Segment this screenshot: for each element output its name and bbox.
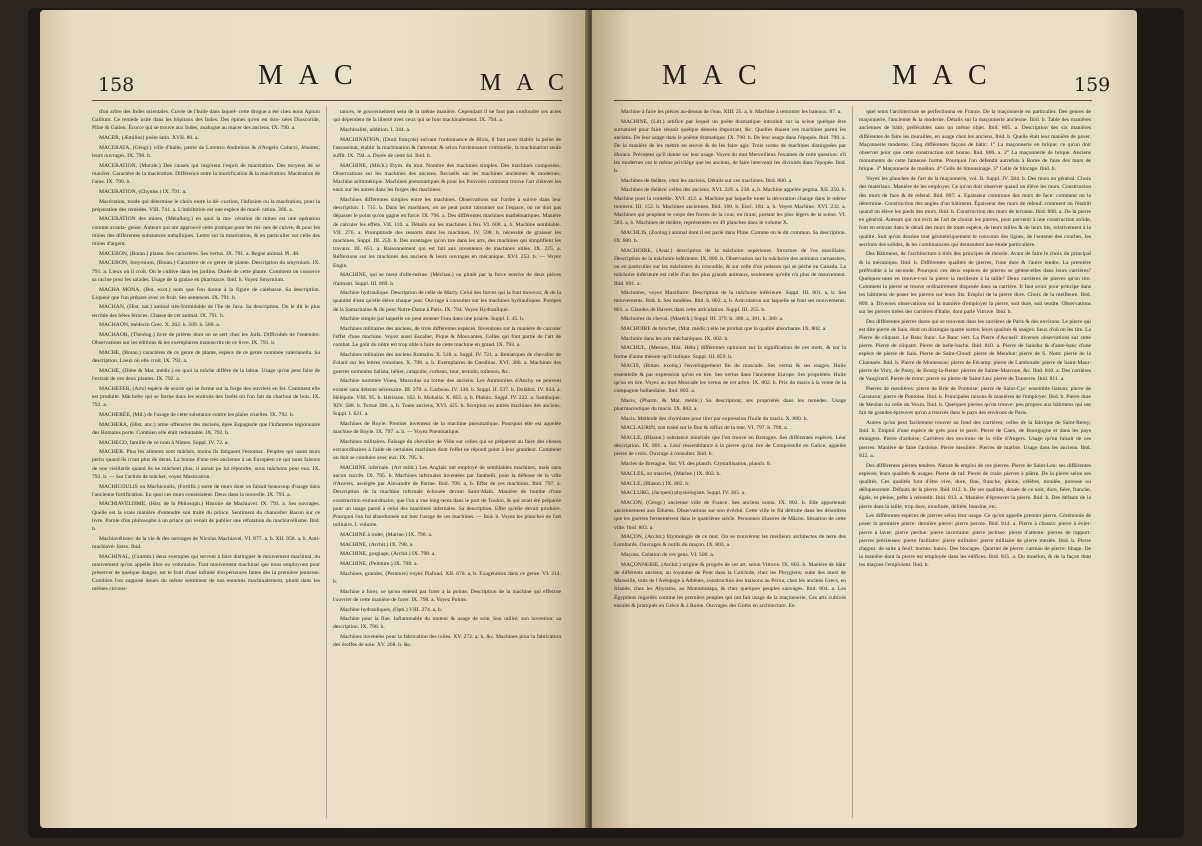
entry-paragraph: MAÇON, (Archit.) Etymologie de ce mot. On se trouvèrent les meilleurs architectes de terre des Lombards. Ouvrages & outils du maçon. IX. 803. a. — [614, 534, 846, 549]
running-header-right-col1: M A C — [662, 60, 762, 91]
entry-paragraph: MACHERÉE, (Mil.) de l'usage de cette substance contre les plaies cruelles. IX. 792. b. — [99, 411, 295, 418]
entry-paragraph: MACHE, (Diète & Mat. médic.) en quoi la mâche diffère de la laitue. Usage qu'on peut faire de l'extrait de ces deux plantes. IX. 792. a. — [92, 367, 320, 383]
entry-paragraph: Machines militaires. Faisage du chevalier de Ville sur celles qui se préparent au faire des choses extraordinaires à l'aide de certaines machines dont l'effet ne répond point à leur grandeur. Comment on doit se conduire avec eux. IX. 795. b. — [333, 438, 561, 462]
entry-paragraph: Autres qu'on peut facilement trouver au fond des carrières; celles de la fabrique de Saint-Remy; Ibid. b. Emploi d'une espèce de grès pour le pavé. Pierre de Caen, de Bourgogne et dans les pays étrangers. Pierre d'ardoise; Carrières des environs de la ville d'Angers. Usage qu'on faisait de ces pierres. Manière de faire l'ardoise. Pierre meulière. Pierres de marbre. Usage dans les anciens. Ibid. 812. a. — [859, 420, 1091, 459]
entry-paragraph: Machines de théâtre, chez les anciens. Détails sur ces machines. Ibid. 800. a. — [621, 177, 793, 184]
entry-paragraph: MACHER. Plus les alimens sont mâchés, moins ils fatiguent l'estomac. Peuples qui usent leurs petits quand ils n'ont plus de dents. La bonne d'une très-ancienne à un Européen ce qui nous faisons de nos vieillards quand ils ne mâchent plus; il aurait pu lui répondre, nous mâchons pour eux. IX. 792. b. — Sur l'action de mâcher, voyez Mastication. — [92, 449, 320, 480]
entry-paragraph: MACHINE, (Litt.) artifice par lequel un poëte dramatique introduit sur la scène quelque être surnaturel pour faire réussir quelque dessein important, &c. Quelles étaient ces machines parmi les anciens. De leur usage dans le poëme dramatique. IX. 798. b. De leur usage dans l'épopée. Ibid. 799. a. De la manière de les mettre en œuvre & de les faire agir. Trois sortes de machines distinguées par Horace. Préceptes qu'il donne sur leur usage. Voyez du mot Merveilleux l'examen de cette question: s'il les modernes ont le même privilège que les anciens, de faire intervenir les divinités dans l'épopée. Ibid. b. — [614, 118, 846, 174]
entry-paragraph: Voyez les planches de l'art de la maçonnerie, vol. II. Suppl. IV. 584. b. Des murs en général. Choix des matériaux. Manière de les employer. Ce qu'on doit observer quand on élève les murs. Construction des murs de face & de refend. Ibid. 807. a. Epaisseur commune des murs de face: comment on la détermine. Construction des angles d'un bâtiment. Épaisseur des murs de refend: comment on l'établit quand on élève les pieds des murs. Ibid. b. Construction des murs de terrasse. Ibid. 808. a. De la pierre en général. Auteurs qui ont écrit de l'art de choisir les pierres, pour parvenir à une construction solide, font en entrant dans le détail des murs de toute espèce, de leurs tailles & de leurs lits, relativement à la qualité. Soit qu'on dessine tout géométriquement le concours des lignes, de l'entente des courbes, les sections des solides, & les combinaisons qui demandent une étude particulière. — [859, 176, 1091, 248]
entry-paragraph: Machine à faire les pièces au-dessus de l'eau. XIII. 25. a, b. Machine à remonter les bateaux. 87. a. — [621, 109, 842, 115]
entry-paragraph: MACHAON, médecin Grec. X. 262. b. 589. b. 588. a. — [99, 322, 221, 329]
entry-paragraph: Macles de Bretagne. Vol. VI. des planch. Crystallisation, planch. 8. — [621, 461, 772, 468]
right-page — [592, 10, 1137, 828]
entry-paragraph: MACHAN, (Hist. nat.) animal très-formidable de l'île de Java. Sa description. On le dit le plus terrible des bêtes féroces. Chasse de cet animal. IX. 791. b. — [92, 304, 320, 319]
entry-paragraph: Machines militaires des anciens Romains. X. 518. a. Suppl. IV. 721. a. Remarques de chevalier de Folard sur les lettres romaines. X. 798. a. b. Exemplaires de Ctesibius. XVI. 386. a. Machines des guerres nommées balista, bélier, catapulte, corbeau, tour, testudo, tollenon, &c. — [333, 352, 561, 375]
left-column-2 — [333, 108, 561, 818]
left-column-1 — [92, 108, 320, 818]
entry-paragraph: Machines inventées pour la fabrication des toiles. XV. 272. a; b, &c. Machines pour la fabrication des étoffes de soie. XV. 268. b. &c. — [333, 634, 561, 649]
column-divider-left — [326, 106, 327, 818]
entry-paragraph: MACIS, (Botan. exotiq.) l'enveloppement fin du muscade. Ses vertus & ses usages. Huile essentielle & par expression qu'on en tire. Ses vertus dans l'ancienne Europe. Ses propriétés. Huile qu'on en tire. Voyez au mot Muscade les vertus de cet arbre. IX. 802. b. Prix du macis à la vente de la compagnie hollandaise. Ibid. 802. a. — [614, 363, 846, 394]
running-header-left: M A C — [258, 60, 358, 91]
page-number-left: 158 — [98, 74, 135, 96]
entry-paragraph: MACHAOR, (Théolog.) livre de prières dont on se sert chez les Juifs. Difficultés de l'entendre. Observations sur les éditions & les exemplaires manuscrits de ce livre. IX. 791. b. — [92, 332, 320, 347]
entry-paragraph: MACERON, Smyrnium, (Botan.) Caractère de ce genre de plante. Description du smyrnium. IX. 791. a. Lieux où il croît. On le cultive dans les jardins. Durée de cette plante. Comment on conserve sa racine pour les salades. Usage de la graine en pharmacie. Ibid. b. Voyez Smyrnium. — [92, 260, 320, 283]
entry-paragraph: Des différentes pierres dures qui se trouvent dans les carrières de Paris & des environs. Le pierre qui est dite pierre de liais, dont on distingue quatre sortes: leurs qualités & usages: lieux d'où on les tire. La Pierre de cliquart. Le Banc franc. Le Banc vert. La Pierre d'Arcueil: diverses observations sur cette pierre. Pierre de cliquart. Pierre de belle-hache. Ibid. 810. a. Pierre de liaisdur & d'aute-banc d'une espèce de pierre de liais. Pierre de Saint-Cloud: pierre de Meudon: pierre de S. Nom: pierre de la Chaussée. Ibid. b. Pierre de Montesson: pierre de Fécamp: pierre de Lamboude: pierre de Saint-Maur: pierre de Vitry, de Passy, de Bourg-la-Reine: pierres de Sainte-Marcoue, &c. Ibid. 810. a. Des carrières de Vaugirard. Pierre de tronc: pierre ou pierre de Saint-Leu: pierre de Tonnerre. Ibid. 811. a. — [859, 318, 1091, 382]
entry-paragraph: MACLURG, (Jacques) physiologiste. Suppl. IV. 365. a. — [621, 490, 746, 497]
entry-paragraph: MACHINE, (Archit.) IX. 798. a. — [340, 541, 414, 548]
entry-paragraph: Machine pour la flue. Inflammable du moteur & usage de soie. Son utilité; son invention: sa description. IX. 798. b. — [333, 616, 561, 631]
entry-paragraph: MACHOIRE de brochet, (Mat. médic.) elle ne produit que la qualité absorbante. IX. 802. a. — [621, 326, 827, 333]
entry-paragraph: MACHINE, (Méch.) Etym. du mot. Nombre des machines simples. Des machines composées. Observations sur les machines des anciens. Recueils sur les machines anciennes & modernes. Machine arithmétique. Machines pneumatiques & pour les Pouvoirs comment trouve l'art d'élever les eaux sur les autres dans les forges des machines. — [333, 162, 561, 194]
entry-paragraph: Machine à forer, ce qu'on entend par forer à la pointe. Description de la machine qui effectue l'ouvrier de cette manière de forer. IX. 798. a. Voyez Pointe. — [333, 588, 561, 603]
entry-paragraph: Des Bâtimens, de l'architecture à tirés des principes de théorie. Avant de faire le choix du principal & la mécanique. Ibid. b. Différentes qualités de pierres, l'une dure & l'autre tendre. La première préférable à la seconde. Pourquoi ces deux espèces de pierres se gèlent-elles dans leurs carrières? Quelques-unes en trouve-t-on la pierre la meilleure à la taille? Deux carrières de pierres qu'on tire. Comment la pierre se trouve ordinairement disposée dans sa carrière. Il faut avoir pour principe dans les bâtimens de poser les pierres sur leurs lits. Emploi de la pierre dure. Choix de la meilleure. Ibid. 809. a. Diverses observations sur la manière d'employer la pierre, soit dure, soit tendre. Observations sur les pierres tirées des carrières d'Italie, dont parle Vitruve. Ibid. b. — [859, 251, 1091, 315]
running-header-right: M A C — [892, 60, 992, 91]
entry-paragraph: Machines de Ruyle. Premier inventeur de la machine pneumatique. Pourquoi elle est appelée machine de Boyle. IX. 797. a. b. — Voyez Pneumatique. — [333, 420, 561, 436]
left-page — [40, 10, 588, 828]
entry-paragraph: MACHEFER, (Arts) espèce de scorie qui se forme sur la forge des ouvriers en fer. Comment elle est produite. Mâchefer qui se forme dans les endroits des forêts où l'on fait du charbon de bois. IX. 792. a. — [92, 385, 320, 409]
entry-paragraph: MACHLIS, (Zoolog.) animal dont il est parlé dans Pline. Comme on le dit commun. Sa description. IX. 800. b. — [614, 229, 846, 245]
entry-paragraph: Pierres de meulières: pierre de Brie de Pontoise: pierre de Saint-Cyr: ensemble liaison; pierre de Garanson: pierre de Pontoise. Ibid. b. Principales raisons & manières de l'employer. Ibid. b. Pierre dure de Meulan ou celle du Vexin. Ibid. b. Quelques pierres qu'on trouve: peu propres aux bâtimens qui ont fait de grandes épreuves qu'on a trouvés dans le pays des environs de Paris. — [859, 385, 1091, 417]
entry-paragraph: MACHOIRE, (Anat.) description de la mâchoire supérieure. Structure de l'os maxillaire. Description de la mâchoire inférieure. IX. 800. b. Observation sur la mâchoire des animaux carnassiers, ou en particulier sur les mâchoires du crocodile, & sur celle d'un poisson qui se pêche en Canada. La mâchoire inférieure est celle d'un des plus grands animaux, seulement qu'elle n'a plus de mouvement. Ibid. 801. a. — [614, 247, 846, 287]
entry-paragraph: MACER, (Æmilius) poëte latin. XVII. 80. a. — [99, 135, 199, 142]
entry-paragraph: MACLES, ou mascles, (Marine.) IX. 802. b. — [621, 470, 721, 477]
entry-paragraph: MACERON, (Botan.) plante. Ses caractères. Ses vertus. IX. 791. a. Regne animal. Pl. 48. — [99, 250, 300, 257]
entry-paragraph: MACHECO, famille de ce nom à Nîmes. Suppl. IV. 72. a. — [99, 439, 229, 446]
entry-paragraph: MACON, (Géogr.) ancienne ville de France. Ses anciens noms. IX. 802. b. Elle appartenait anciennement aux Éduens. Observations sur son évêché. Cette ville le fût détruite dans les désordres que les guerres fermentèrent dans le quatrième siècle. Personnes illustres de Mâcon. Situation de cette ville. Ibid. 803. a. — [614, 499, 846, 531]
entry-paragraph: Les différentes espèces de pierres selon leur usage. Ce qu'on appelle premier pierre. Cérémonie de poser la première pierre: dernière pierre: pierre percée. Ibid. 814. a. Pierre à chassis: pierre à évier: pierre à laver: pierre perdue: pierre incertaine: pierre jectisse: pierre d'attente: pierres de rapport: pierres précieuses: pierre fusiliaire: pierre militaire: pierre milliaire de pierre meslée. Ibid. b. Pierre d'appui: de suite à feuil: bornes: bancs. Des blocages. Quartier de pierre: carreau de pierre: libage. De la manière dont la pierre est employée dans les édifices. Ibid. 815. a. Du moellon, & de la façon dont les maçons l'emploient. Ibid. b. — [859, 513, 1091, 569]
running-header-left-col2: M A C — [480, 70, 570, 96]
page-number-right: 159 — [1074, 74, 1111, 96]
header-rule-right — [614, 100, 1092, 101]
entry-paragraph: Macération, mode qui détermine le choix entre la dé- coction, l'infusion ou la macération, pour la préparation des remèdes. VIII. 741. a. L'imbibition est une espèce de macé- ration. 366. a. — [92, 198, 320, 213]
entry-paragraph: Machine simple par laquelle on peut amener l'eau dans une prairie. Suppl. I. 45. b. — [340, 316, 525, 323]
entry-paragraph: MACHINE infernale. (Art milit.) Les Anglais ont employé de semblables machines, mais sans aucun succès. IX. 795. b. Machines infernales inventées par Jambelli, pour la défense de la ville d'Anvers, assiégée par Alexandre de Parme. Ibid. 798. a, b. Effet de ces machines. Ibid. 797. a. Description de la machine infernale échouée devant Saint-Malo. Manière de bombe d'une construction extraordinaire, que l'on a vue long-tems dans le port de Toulon, & qui avait été préparée pour un usage pareil à celui des machines infernales. Sa description. Effet qu'elle devait produire. Pourquoi l'on fut abandonnée sur mer l'usage de ces machines. — Ibid. b. Voyez les planches de l'art militaire. I. volume. — [333, 464, 561, 529]
entry-paragraph: quel tems l'architecture se perfectionna en France. De la maçonnerie en particulier. Des genres de maçonnerie, l'ancienne & la moderne. Détails sur la maçonnerie ancienne. Ibid. b. Table des manières anciennes de bâtir, préférables sans un même objet. Ibid. 805. a. Description des six manières différentes de faire les murailles, en usage chez les anciens. Ibid. b. Quelle était leur manière de paver. Maçonnerie moderne. Cinq différentes façons de bâtir: 1° La maçonnerie en brique: ce qu'on doit observer pour que cette construction soit bonne. Ibid. 806. a. 2° La maçonnerie de brique. Anciens monuments de cette fameuse forme. Pourquoi l'on défendit autrefois à Rome de faire des murs de brique. 3° Maçonnerie de moëlon. 4° Celle de limousinage. 5° Celle de blocage. Ibid. b. — [859, 109, 1091, 173]
entry-paragraph: Machines, grandes, (Peinture) voyez Plafond. XII. 678. a, b. Exagération dans ce genre. VI. 214. b. — [333, 570, 561, 585]
entry-paragraph: Machiavélistes: de la vie & des ouvrages de Nicolas Machiavel. VI. 877. a, b. XII. 958. a, b. Anti-machiavé- listes. Ibid. — [92, 535, 320, 550]
entry-paragraph: Machines militaires des anciens, de trois différentes espèces. Inventions sur la manière de calculer l'effet d'une machine. Voyez aussi Escalier, Pique & Mouvantes. Celles qui font partie de l'art de combat. Le goût du nôtre est trop utile à faire de cette machine en grand. IX. 793. a. — [333, 326, 561, 349]
entry-paragraph: Machoire dans les arts méchaniques. IX. 802. b. — [621, 335, 729, 342]
entry-paragraph: MACLE, (Blason.) IX. 802. b. — [621, 480, 690, 487]
entry-paragraph: MAÇONNERIE, (Archit.) origine & progrès de cet art, selon Vitruve. IX. 803. b. Manière de bâtir de différents anciens; au royaume de Pont dans la Colchide, chez les Phrygiens; suite des murs de Marseille, toits de l'Aréopage à Athènes, construction des maisons au Pérou, chez les anciens Grecs, en Irlande, chez les Abyssins, au Monomotapa, & chez quelques peuples sauvages. Ibid. 804. a. Les Égyptiens regardés comme les premiers peuples qui ont fait usage de la maçonnerie. Ces arts cultivés ensuite & pratiqués en Grèce & à Rome. Ouvrages des Goths en architecture. En — [614, 561, 846, 609]
entry-paragraph: MACHINATION, (Droit françois) suivant l'ordonnance de Blois, il faut pour établir la peine de l'assassinat, établir la machination & l'attentat; & selon l'ordonnance criminelle, la machination seule suffit. IX. 794. a. Durée de cette loi. Ibid. b. — [333, 136, 561, 160]
right-column-1 — [614, 108, 846, 818]
entry-paragraph: Machines différentes simples entre les machines. Observations sur l'ordre à suivre dans leur description. I. 715. b. Dans les machines, on ne peut point raisonner sur l'espace, on ne doit pas dépasser le point qu'on gagne en force. IX. 796. a. Des différentes machines mathématiques. Manière de calculer les effets. VII. 110. a. Détails sur les machines à feu. VI. 608. a, b. Machine semblable. VII. 276. a. Promptitude des ressorts dans les machines. IV. 598. b. nécessité de graisser les machines. Suppl. III. 259. b. Des avantages qu'on tire dans les arts, des machines qui simplifient les travaux. III. 651. a. Raisonnement qui est fait aux inventeurs de machines utiles. IX. 225. a. Réflexions sur les machines des anciens & leurs ouvrages en mécanique. XVI. 253. b. — Voyez Engin. — [333, 197, 561, 269]
entry-paragraph: MACHA MONA, (Bot. exot.) nom que l'on donne à la figure de calebasse. Sa description. Liqueur que l'on prépare avec ce fruit. Ses semences. IX. 791. b. — [92, 286, 320, 301]
entry-paragraph: Machine hydraulique. Description de celle de Marly. Celui des forces qui la font mouvoir, & de la quantité d'eau qu'elle élève chaque jour. Ouvrage à consulter sur les machines hydrauliques. Pompes de la Samaritaine & du pont Notre-Dame à Paris. IX. 794. Voyez Hydraulique. — [333, 290, 561, 313]
entry-paragraph: MACHINE, qui se meut d'elle-même. (Méchan.) ou plutôt par la force tensive de deux pièces d'aimant. Suppl. III. 869. b. — [333, 272, 561, 287]
entry-paragraph: MACLAURIN, son traité sur le flux & reflux de la mer. VI. 797. b. 798. a. — [621, 425, 789, 432]
entry-paragraph: MACERATION, (Chymie.) IX. 791. a. — [99, 188, 187, 195]
entry-paragraph: MACHINE à roder, (Marine.) IX. 798. a. — [340, 531, 433, 538]
entry-paragraph: MACHINE, gorgiage, (Archit.) IX. 798. a. — [340, 551, 436, 558]
entry-paragraph: tances, le gouvernement sera de la même manière. Cependant il ne faut pas confondre ces actes qui dépendent de la liberté avec ceux qui se font machinalement. IX. 794. a. — [333, 109, 561, 124]
entry-paragraph: MACHE, (Botan.) caractères de ce genre de plante, espèce de ce genre nommée valerianella. Sa description. Lieux où elle croît. IX. 792. a. — [92, 349, 320, 365]
entry-paragraph: MACLE, (Blason.) substance minérale que l'on trouve en Bretagne. Ses différentes espèces. Leur description. IX. 801. a. Leur ressemblance à la pierre qu'on tire de Compostelle en Galice, appelée pierre de croix. Ouvrage à consulter. Ibid. b. — [614, 435, 846, 458]
entry-paragraph: d'un arbre des Indes orientales. Cuvée de l'huile dans laquel- cette drogue a été chez nous Apium Gallium. Ce remède usité dans les hôpitaux des Indes. Des épines qu'en est don- nées Dioscoride, Pline & Galien. Écorce qui se trouve aux Indes, analogue au macer des anciens. IX. 790. a. — [92, 109, 320, 132]
entry-paragraph: MACHICOULIS ou Machicoulis, (Fortific.) sorte de murs dont on faisait beaucoup d'usage dans l'ancienne fortification. En quoi ces murs consistaient. Deux dans la nouvelle. IX. 793. a. — [92, 483, 320, 498]
entry-paragraph: Mâchoires du cheval. (Maréch.) Suppl. III. 379. b. 380. a, 381. b. 380. a. — [621, 316, 784, 323]
entry-paragraph: Macis. Méthode des chymistes pour tirer par expression l'huile du macis. X. 880. b. — [621, 415, 808, 422]
entry-paragraph: MACHIAVELISME, (Hist. de la Philosoph.) Histoire de Machiavel. IX. 793. a. Ses ouvrages. Quelle est la vraie manière d'entendre son traité du prince. Sentiment du chancelier Bacon sur ce livre. Parole d'un philosophe à un prince qui venait de publier une réfutation du machiavélisme. Ibid. b. — [92, 501, 320, 533]
entry-paragraph: MACERATA, (Géogr.) ville d'Italie, patrie de Lorenzo Andreinus & d'Angelo Colucci, Jésuites; leurs ouvrages. IX. 790. b. — [92, 144, 320, 160]
entry-paragraph: Des différentes pierres tendres. Nature & emploi de ces pierres. Pierre de Saint-Leu: ses différentes espèces; leurs qualités & usages. Pierre de tuf. Pierre de craie: pierres à plâtre. De la pierre selon ses qualités. Ces qualités font d'être vive, dure, fine, franche, pleine, célèbre, moulée, poreuse ou déliquescente. Défauts de la pierre. Ibid. 812. b. De ses qualités, douée de ce noir, dure, fière, franche, égale, et pleine, prête à rebondir. Ibid. 813. a. Manière d'éprouver la pierre. Ibid. b. Des défauts de la pierre dans la taille, trop dure, moulinée, délitée, bousine, etc. — [859, 462, 1091, 510]
header-rule-left — [92, 100, 562, 101]
entry-paragraph: Machine nommée Vinea, Musculus ou tortue des anciens. Les Ammonites d'Anchy ne peuvent exister sans détente nécessaire. III. 279. a. Corbeau. IV. 138. b. Suppl. II. 537. b. Dolabra. IV. 834. a. Hélépole. VIII. 95. b. Hérisson. 162. b. Mohalia. X. 855. a, b. Phénix. Suppl. IV. 222. a. Sambuque. XIV. 588. b. Tortue 396. a, b. Toute anciens, XVI. 425. b. Scorpion ou autres machines des anciens. Suppl. I. 621. a. — [333, 378, 561, 418]
column-divider-right — [852, 106, 853, 818]
entry-paragraph: MACHINAL, (Gramm.) deux exemples qui servent à faire distinguer le mouvement machinal, du mouvement qu'on appelle libre ou volontaire. Tout mouvement machinal que nous employons pour préserver de quelque danger, est le fruit d'une infinité d'expériences faites dès la première jeunesse. Combien l'on suppose doués du même sentiment de nos ennemis machinalement, plutôt dans les mêmes circons- — [92, 553, 320, 593]
entry-paragraph: MACHERA, (Hist. anc.) arme offensive des anciens, épée Espagnole que l'infanterie légionnaire des Romains porte. Combien elle était redoutable. IX. 792. b. — [92, 421, 320, 436]
right-column-2 — [859, 108, 1091, 818]
entry-paragraph: Machine hydrauliques, (Opti.) VIII. 274. a, b. — [340, 606, 443, 613]
entry-paragraph: MACERATION, (Morale.) Des causes qui inspirent l'esprit de macération. Des moyens de se macérer. Caractère de la macération. Différence entre la mortification & la macération. Macération de l'ame. IX. 790. b. — [92, 162, 320, 186]
entry-paragraph: Macis, (Pharm. & Mat. médic.) Sa description; ses propriétés dans les remèdes. Usage pharmaceutique du macis. IX. 802. a. — [614, 397, 846, 412]
entry-paragraph: MACERATION des mines, (Métallurg.) en quoi la ma- cération de mines est une opération comme avanta- geuse. Auteurs qui ont approuvé cette pratique pour les mi- nes de cuivre, & pour les mines des différentes substances métalliques. Lettre sur la macération, & en particulier sur celle des mines d'argent. — [92, 216, 320, 248]
entry-paragraph: Machinalité, addition. I. 344. a. — [340, 126, 411, 133]
entry-paragraph: MACHUL, (Mesure, Hist. Hébr.) différentes opinions sur la signification de ces mots, & sur la forme d'aune mesure qu'il indique. Suppl. III. 859. b. — [614, 345, 846, 360]
entry-paragraph: Machines de théâtre: celles des anciens. XVI. 229. a. 238. a, b. Machine appelée pegma. XII. 250. b. Machine pour la comédie. XVI. 412. a. Machine par laquelle toute la décoration change dans le même moment. III. 152. b. Machines anciennes. Ibid. 160. b. Encl. 184. a, b. Voyez Machine. XVI. 232. a. Machines qui peuplent le corps des forces de la cour, en tirant, portant les plus légers de la scène. VI. 583. a, b. Machines de théâtre, représentées en 49 planches dans le volume X. — [614, 187, 846, 227]
entry-paragraph: Mâchoires, voyez Maxillaire: Description de la mâchoire inférieure. Suppl. III. 801. a, b. Ses mouvements. Ibid. b. Ses modèles. Ibid. b. 802. a, b. Articulation sur laquelle se font ses mouvements. 801. a. Glandes de Havers dans cette articulation. Suppl. III. 255. b. — [614, 290, 846, 313]
entry-paragraph: MACHINE, (Peinture.) IX. 798. a. — [340, 561, 418, 568]
entry-paragraph: Maçons. Création de ces gens. VI. 500. a. — [621, 552, 715, 559]
